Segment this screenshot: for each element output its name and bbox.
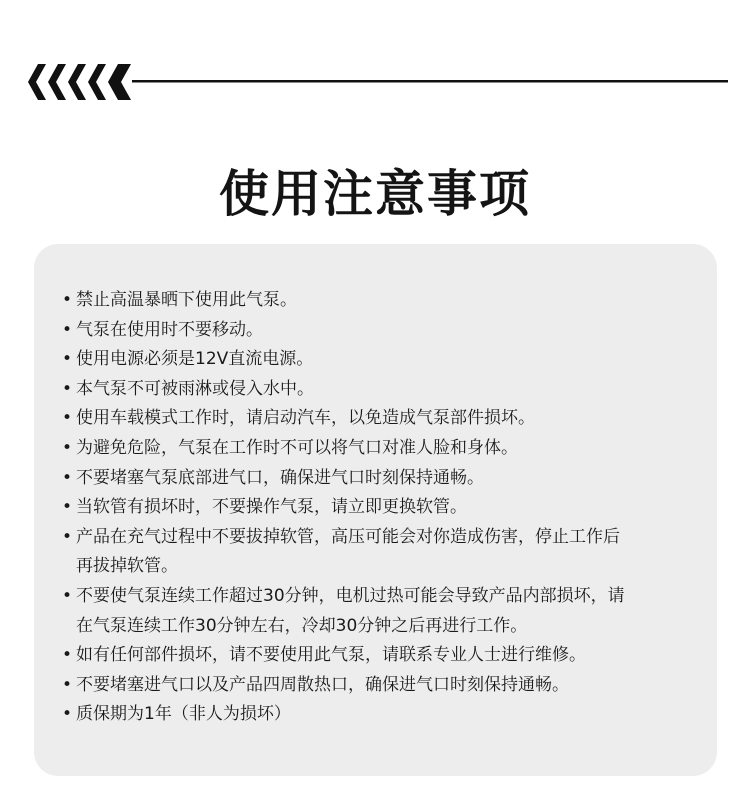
note-item [62,375,702,405]
bullet-icon: • [62,319,73,340]
notes-list [62,286,702,730]
bullet-icon: • [62,437,73,458]
note-item [62,493,702,523]
bullet-icon: • [62,674,73,695]
bullet-icon: • [62,526,73,547]
note-text: 在气泵连续工作30分钟左右，冷却30分钟之后再进行工作。 [76,615,528,636]
note-item [62,434,702,464]
note-text: 使用电源必须是12V直流电源。 [76,349,314,370]
note-text: 如有任何部件损坏，请不要使用此气泵，请联系专业人士进行维修。 [76,645,586,666]
note-text: 不要堵塞气泵底部进气口，确保进气口时刻保持通畅。 [76,467,484,488]
note-text: 使用车载模式工作时，请启动汽车，以免造成气泵部件损坏。 [76,408,535,429]
note-item [62,700,702,730]
note-text: 不要使气泵连续工作超过30分钟，电机过热可能会导致产品内部损坏，请 [76,585,625,606]
note-text: 禁止高温暴晒下使用此气泵。 [76,290,297,310]
note-text: 为避免危险，气泵在工作时不可以将气口对准人脸和身体。 [76,437,518,458]
note-text: 再拔掉软管。 [76,556,178,577]
note-item [62,582,702,641]
bullet-icon: • [62,645,73,666]
bullet-icon: • [62,467,73,488]
note-text: 本气泵不可被雨淋或侵入水中。 [76,378,314,399]
note-item [62,523,702,582]
note-item [62,286,702,316]
bullet-icon: • [62,585,73,606]
chevron-arrows-icon [28,64,728,100]
bullet-icon: • [62,497,73,518]
bullet-icon: • [62,704,73,725]
note-item [62,641,702,671]
page-title: 使用注意事项 [219,165,531,223]
bullet-icon: • [62,378,73,399]
note-text: 当软管有损坏时，不要操作气泵，请立即更换软管。 [76,497,467,518]
bullet-icon: • [62,290,73,310]
note-item [62,316,702,346]
bullet-icon: • [62,408,73,429]
note-text: 质保期为1年（非人为损坏） [76,704,291,725]
note-text: 气泵在使用时不要移动。 [76,319,263,340]
bullet-icon: • [62,349,73,370]
note-item [62,345,702,375]
note-text: 不要堵塞进气口以及产品四周散热口，确保进气口时刻保持通畅。 [76,674,569,695]
note-item [62,464,702,494]
note-item [62,671,702,701]
note-text: 产品在充气过程中不要拔掉软管，高压可能会对你造成伤害，停止工作后 [76,526,620,547]
note-item [62,404,702,434]
